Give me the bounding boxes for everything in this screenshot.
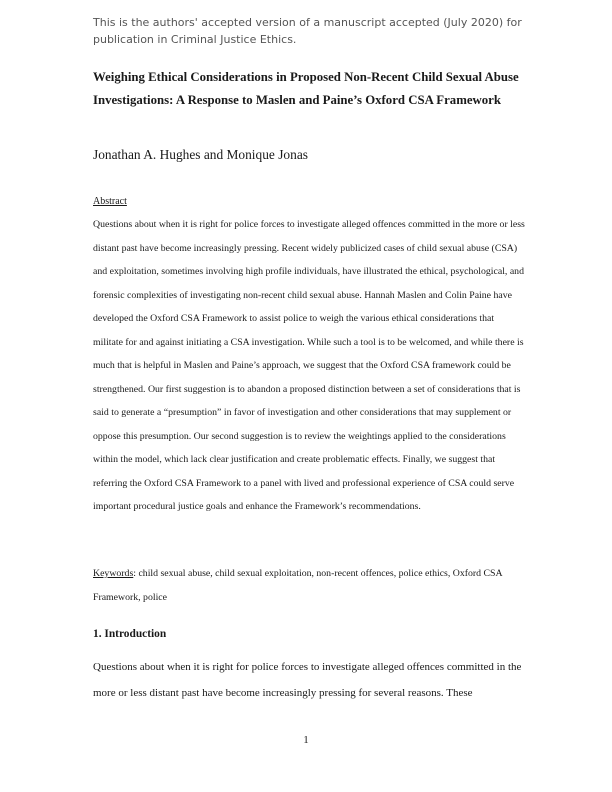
keywords-text: : child sexual abuse, child sexual exploitation, non-recent offences, police ethics, Oxford CSA Framework, police	[93, 568, 503, 603]
paper-title: Weighing Ethical Considerations in Proposed Non-Recent Child Sexual Abuse Investigations: A Response to Maslen and Paine’s Oxford CSA Framework	[93, 70, 519, 107]
keywords-label: Keywords	[93, 568, 134, 579]
page-number: 1	[303, 734, 309, 746]
section-heading-introduction: 1. Introduction	[93, 628, 167, 640]
keywords-line	[93, 562, 525, 609]
paper-authors: Jonathan A. Hughes and Monique Jonas	[93, 147, 308, 162]
introduction-body: Questions about when it is right for police forces to investigate alleged offences committed in the more or less distant past have become increasingly pressing for several reasons. These	[93, 661, 522, 699]
abstract-body: Questions about when it is right for police forces to investigate alleged offences committed in the more or less distant past have become increasingly pressing. Recent widely publicized cases of child sexual abuse (CSA) and exploitation, sometimes involving high profile individuals, have illustrated the ethical, psychological, and forensic complexities of investigating non-recent child sexual abuse. Hannah Maslen and Colin Paine have developed the Oxford CSA Framework to assist police to weigh the various ethical considerations that militate for and against initiating a CSA investigation. While such a tool is to be welcomed, and while there is much that is helpful in Maslen and Paine’s approach, we suggest that the Oxford CSA framework could be strengthened. Our first suggestion is to abandon a proposed distinction between a set of considerations that is said to generate a “presumption” in favor of investigation and other considerations that may supplement or oppose this presumption. Our second suggestion is to review the weightings applied to the considerations within the model, which lack clear justification and create problematic effects. Finally, we suggest that referring the Oxford CSA Framework to a panel with lived and professional experience of CSA could serve important procedural justice goals and enhance the Framework’s recommendations.	[93, 219, 525, 512]
abstract-heading: Abstract	[93, 196, 127, 207]
manuscript-notice: This is the authors' accepted version of a manuscript accepted (July 2020) for publication in Criminal Justice Ethics.	[93, 16, 522, 46]
